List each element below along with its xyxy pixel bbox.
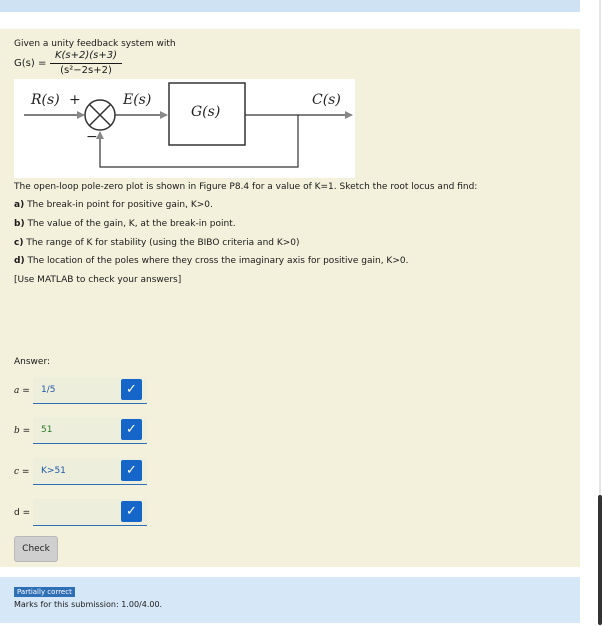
block-diagram [14,79,355,178]
answer-label: Answer: [14,357,51,367]
question-part-c [14,238,300,249]
marks-text: Marks for this submission: 1.00/4.00. [14,600,163,609]
check-mark-icon: ✓ [126,422,137,437]
plus-sign: + [69,92,81,108]
answer-value: K>51 [41,466,66,476]
transfer-function-numerator: K(s+2)(s+3) [54,50,118,61]
partially-correct-badge: Partially correct [14,587,75,597]
fraction-bar [50,63,122,64]
check-mark-icon: ✓ [126,504,137,519]
answer-value: 1/5 [41,385,56,395]
part-text: The break-in point for positive gain, K>0. [27,200,213,210]
plant-label: G(s) [191,104,221,120]
part-text: The location of the poles where they cross the imaginary axis for positive gain, K>0. [27,256,409,266]
output-label: C(s) [312,92,341,108]
check-answer-button[interactable] [121,501,142,522]
transfer-function-label: G(s) = [14,58,47,69]
variable-label: c = [14,467,30,477]
question-part-a [14,200,213,211]
variable-label: b = [14,426,31,436]
transfer-function-denominator: (s²−2s+2) [60,65,112,76]
question-part-d [14,256,408,267]
transfer-function-fraction [50,50,122,77]
input-label: R(s) [31,92,60,108]
check-button[interactable]: Check [14,536,58,562]
question-intro: Given a unity feedback system with [14,39,176,49]
feedback-panel [0,577,580,623]
check-mark-icon: ✓ [126,463,137,478]
error-label: E(s) [123,92,152,108]
answer-value: 51 [41,425,53,435]
check-answer-button[interactable] [121,379,142,400]
part-letter: c) [14,238,24,248]
part-letter: a) [14,200,25,210]
scrollbar-thumb[interactable] [598,495,602,625]
answer-row-c [0,458,160,488]
minus-sign: − [86,129,98,145]
part-letter: b) [14,219,25,229]
matlab-note: [Use MATLAB to check your answers] [14,275,182,285]
answer-row-a [0,377,160,407]
variable-label: d = [14,508,31,518]
answer-row-d [0,499,160,529]
part-text: The range of K for stability (using the BIBO criteria and K>0) [26,238,300,248]
part-letter: d) [14,256,25,266]
question-part-b [14,219,236,230]
block-diagram-graphic [14,79,355,178]
question-statement: The open-loop pole-zero plot is shown in Figure P8.4 for a value of K=1. Sketch the root locus and find: [14,182,478,192]
check-answer-button[interactable] [121,460,142,481]
answer-row-b [0,417,160,447]
variable-label: a = [14,386,30,396]
check-mark-icon: ✓ [126,382,137,397]
top-band [0,0,580,12]
check-answer-button[interactable] [121,419,142,440]
part-text: The value of the gain, K, at the break-in point. [27,219,236,229]
